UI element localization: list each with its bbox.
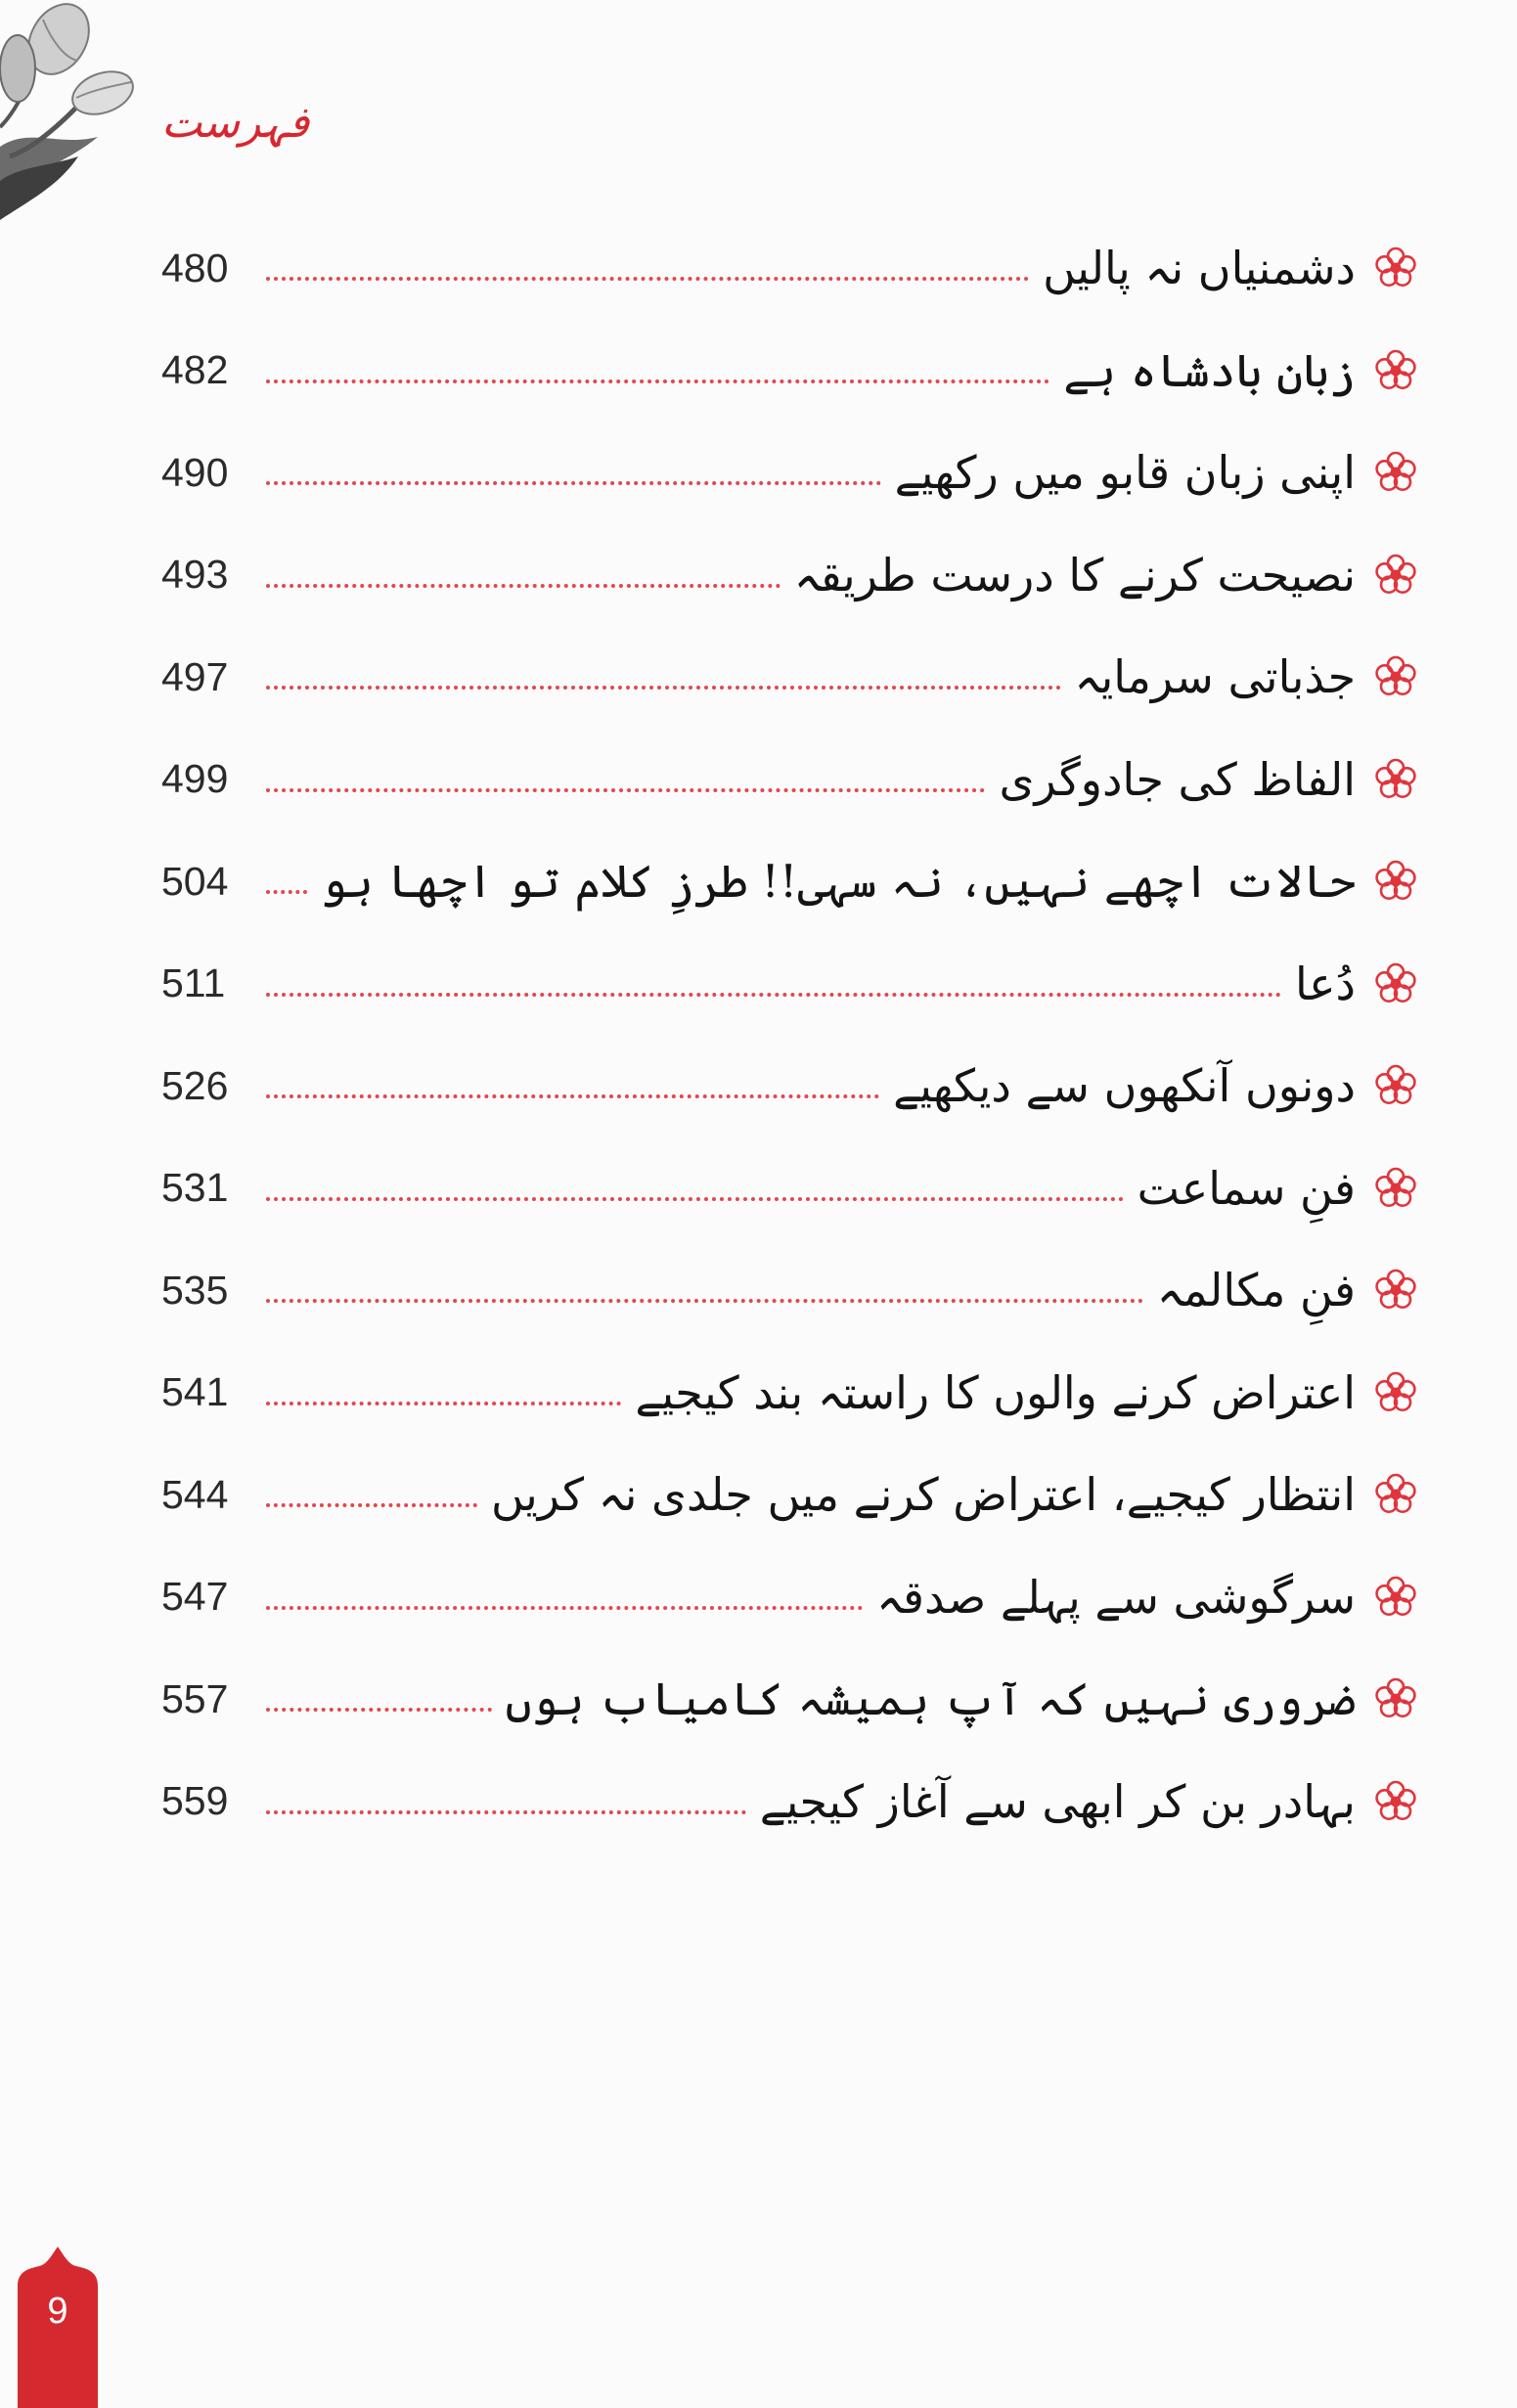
toc-entry-title: دُعا (1295, 957, 1356, 1010)
dot-leader (266, 686, 1061, 690)
toc-page-number: 526 (161, 1062, 229, 1108)
flower-bullet-icon (1373, 1575, 1418, 1620)
toc-page-number: 490 (161, 449, 229, 495)
toc-entry (161, 729, 1418, 831)
dot-leader (266, 277, 1029, 281)
dot-leader (266, 1197, 1124, 1201)
dot-leader (266, 1503, 477, 1507)
dot-leader (266, 1094, 879, 1098)
dot-leader (266, 584, 781, 588)
flower-bullet-icon (1373, 961, 1418, 1006)
toc-entry (161, 933, 1418, 1036)
table-of-contents (161, 217, 1418, 1852)
toc-entry-title: جذباتی سرمایہ (1074, 650, 1356, 704)
toc-page-number: 559 (161, 1778, 229, 1824)
toc-entry-title: دشمنیاں نہ پالیں (1043, 242, 1356, 295)
toc-page-number: 482 (161, 347, 229, 393)
toc-entry (161, 217, 1418, 320)
toc-page-number: 541 (161, 1369, 229, 1415)
toc-page-number: 480 (161, 245, 229, 290)
toc-page-number: 535 (161, 1267, 229, 1313)
flower-bullet-icon (1373, 1472, 1418, 1517)
toc-entry (161, 1342, 1418, 1445)
page-title: فہرست (161, 98, 310, 148)
toc-entry-title: اپنی زبان قابو میں رکھیے (894, 446, 1356, 500)
toc-entry-title: فنِ سماعت (1137, 1161, 1356, 1215)
dot-leader (266, 1810, 746, 1814)
toc-page-number: 511 (161, 960, 226, 1006)
toc-entry-title: نصیحت کرنے کا درست طریقہ (793, 548, 1356, 602)
flower-bullet-icon (1373, 1779, 1418, 1824)
dot-leader (266, 379, 1049, 383)
toc-entry (161, 626, 1418, 729)
page-number: 9 (47, 2291, 68, 2332)
tulip-illustration (0, 0, 147, 225)
toc-entry (161, 1239, 1418, 1342)
flower-bullet-icon (1373, 654, 1418, 699)
toc-page-number: 499 (161, 756, 229, 802)
flower-bullet-icon (1373, 1370, 1418, 1415)
flower-bullet-icon (1373, 859, 1418, 904)
toc-entry (161, 320, 1418, 423)
toc-entry-title: فنِ مکالمہ (1156, 1264, 1356, 1317)
toc-entry-title: دونوں آنکھوں سے دیکھیے (893, 1059, 1356, 1113)
toc-page-number: 531 (161, 1165, 229, 1211)
flower-bullet-icon (1373, 1268, 1418, 1313)
dot-leader (266, 1402, 621, 1405)
toc-entry (161, 830, 1418, 933)
toc-entry-title: زبان بادشاہ ہے (1063, 343, 1356, 397)
toc-entry-title: الفاظ کی جادوگری (999, 752, 1356, 806)
toc-entry (161, 1546, 1418, 1649)
flower-bullet-icon (1373, 348, 1418, 393)
flower-bullet-icon (1373, 450, 1418, 495)
toc-entry (161, 422, 1418, 524)
toc-page-number: 497 (161, 653, 229, 699)
toc-page-number: 504 (161, 858, 229, 904)
toc-entry-title: سرگوشی سے پہلے صدقہ (876, 1570, 1356, 1624)
toc-entry (161, 524, 1418, 627)
flower-bullet-icon (1373, 1676, 1418, 1721)
toc-entry (161, 1444, 1418, 1546)
toc-entry (161, 1648, 1418, 1751)
dot-leader (266, 481, 881, 485)
toc-entry-title: اعتراض کرنے والوں کا راستہ بند کیجیے (635, 1365, 1356, 1419)
dot-leader (266, 788, 985, 792)
toc-entry (161, 1035, 1418, 1137)
flower-bullet-icon (1373, 1063, 1418, 1108)
toc-entry-title: انتظار کیجیے، اعتراض کرنے میں جلدی نہ کریں (490, 1468, 1356, 1522)
toc-entry-title: ضروری نہیں کہ آپ ہمیشہ کامیاب ہوں (505, 1672, 1356, 1726)
flower-bullet-icon (1373, 245, 1418, 290)
dot-leader (266, 890, 307, 894)
dot-leader (266, 993, 1281, 997)
flower-bullet-icon (1373, 757, 1418, 802)
toc-page-number: 493 (161, 552, 229, 598)
toc-entry (161, 1751, 1418, 1853)
flower-bullet-icon (1373, 1166, 1418, 1211)
dot-leader (266, 1708, 492, 1712)
flower-bullet-icon (1373, 553, 1418, 598)
toc-entry-title: بہادر بن کر ابھی سے آغاز کیجیے (759, 1774, 1356, 1828)
toc-entry (161, 1137, 1418, 1240)
toc-page-number: 547 (161, 1574, 229, 1620)
toc-page-number: 557 (161, 1675, 229, 1721)
dot-leader (266, 1299, 1143, 1303)
toc-page-number: 544 (161, 1471, 229, 1517)
toc-entry-title: حالات اچھے نہیں، نہ سہی!! طرزِ کلام تو اچھا ہو (320, 855, 1356, 909)
dot-leader (266, 1606, 863, 1610)
